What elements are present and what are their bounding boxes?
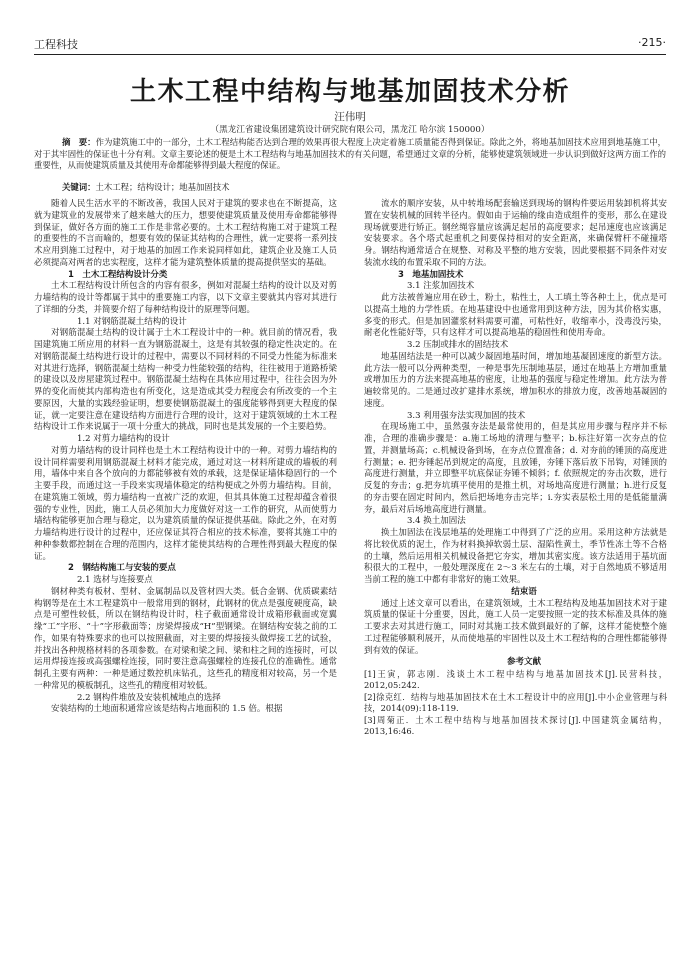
section-heading: 结束语 xyxy=(511,586,537,597)
author-name: 汪伟明 xyxy=(334,111,366,123)
page-number: ·215· xyxy=(638,36,666,49)
paragraph: 对钢筋混凝土结构的设计属于土木工程设计中的一种。就目前的情况看，我国建筑施工所应用的材料一直为钢筋混凝土，这是有其较强的稳定性决定的。在对钢筋混凝土结构进行设计的过程中，需要以不同材料的不同受力性能为标准来对其进行选择，钢筋混凝土结构一种受力性能较强的结构，往往被用于道路桥梁的建设以及房屋建筑过程中。钢筋混凝土结构在具体应用过程中，往往会因为外界的变化而使其内部构造也有所变化，这是造成其受力程度会有所改变的一个主要原因，大量的实践经验证明，想要使钢筋混凝土的强度能够得到更大程度的保证，就一定要注意在建设结构方面进行合理的设计，这对于建筑领域的土木工程结构设计工作来说属于一项十分重大的挑战，同时也是其发展的一个主要趋势。 xyxy=(34,328,337,433)
section-heading: 2 钢结构施工与安装的要点 xyxy=(68,563,176,574)
section-heading: 参考文献 xyxy=(506,657,541,668)
subsection-heading: 3.1 注浆加固技术 xyxy=(407,281,475,292)
subsection-heading: 2.2 钢构件堆放及安装机械地点的选择 xyxy=(77,692,221,703)
paper-title: 土木工程中结构与地基加固技术分析 xyxy=(129,77,570,107)
journal-name: 工程科技 xyxy=(34,38,78,51)
paragraph: 土木工程结构设计所包含的内容有很多，例如对混凝土结构的设计以及对剪力墙结构的设计等都属于其中的重要施工内容，以下文章主要就其内容对其进行了详细的分类，并简要介绍了每种结构设计的原理等问题。 xyxy=(34,281,337,315)
paragraph: 地基固结法是一种可以减少凝固地基时间，增加地基凝固速度的新型方法。此方法一般可以分两种类型，一种是事先压制地基层，通过在地基上方增加重量或增加压力的方法来提高地基的密度，让地基的强度与稳定性增加。此方法为普遍较常见的。二是通过改扩建排水系统，增加积水的排放力度，改善地基凝固的速度。 xyxy=(364,351,667,409)
keywords-label: 关键词： xyxy=(62,182,96,192)
reference-item: [2]徐克红．结构与地基加固技术在土木工程设计中的应用[J].中小企业管理与科技，2014(09):118-119. xyxy=(364,691,667,714)
subsection-heading: 3.4 换土加固法 xyxy=(407,516,466,527)
paragraph: 流水的顺序安装，从中转堆场配套输送到现场的钢构件要运用装卸机将其安置在安装机械的回转半径内。假如由于运输的缘由造成组件的变形，那么在建设现场就要进行矫正。钢丝绳容量应该满足起吊的高度要求；起吊速度也应该满足安装要求。各个塔式起重机之间要保持相对的安全距离，来确保臂杆不碰撞塔身。钢结构通常适合在规整、对称及平整的地方安装，因此要根据不同条件对安装流水线的布置采取不同的方法。 xyxy=(364,199,667,268)
keywords-text: 土木工程；结构设计；地基加固技术 xyxy=(95,182,230,192)
right-column xyxy=(364,199,667,737)
subsection-heading: 1.1 对钢筋混凝土结构的设计 xyxy=(77,316,187,327)
keywords xyxy=(62,182,666,194)
paragraph: 此方法被普遍应用在砂土，粉土，粘性土，人工填土等各种土上，优点是可以提高土地的力学性质。在地基建设中也通常用到这种方法，因为其价格实惠，多变的形式。但是加固灌浆材料需要可灌，可粘性好，收缩率小，没毒没污染，耐老化性能好等，只有这样才可以提高地基的稳固性和使用寿命。 xyxy=(364,293,667,339)
subsection-heading: 3.3 利用强夯法实现加固的技术 xyxy=(407,410,526,421)
section-heading: 1 土木工程结构设计分类 xyxy=(68,269,168,280)
paragraph: 对剪力墙结构的设计同样也是土木工程结构设计中的一种。对剪力墙结构的设计同样需要利用钢筋混凝土材料才能完成，通过对这一材料所建成的墙板的利用，墙体中来自各个放向的力都能够被有效的承载，这是保证墙体稳固行的一个主要手段，而通过这一手段来实现墙体稳定的结构便成之外剪力墙结构。目前，在建筑施工领域，剪力墙结构一直被广泛的欢迎，但其具体施工过程却蕴含着很强的专业性，因此，施工人员必须加大力度做好对这一工作的研究，从而使剪力墙结构能够更加合理与稳定，以为建筑质量的保证提供基础。除此之外，在对剪力墙结构进行设计的过程中，还应保证其符合相应的技术标准，要将其施工中的种种参数都控制在合理的范围内，这样才能使其结构的合理性得到最大程度的保证。 xyxy=(34,445,337,562)
paragraph: 安装结构的土地面积通常应该是结构占地面积的 1.5 倍。根据 xyxy=(51,704,283,715)
reference-item: [1]王寅，郭志刚．浅谈土木工程中结构与地基加固技术[J].民营科技，2012,05:242. xyxy=(364,669,667,691)
paragraph: 在现场施工中，虽然强夯法是最常使用的，但是其应用步骤与程序并不标准，合理的准确步骤是：a.施工场地的清理与整平；b.标注好第一次夯点的位置，并测量场高；c.机械设备到场，在夯点位置准备；d. 对夯前的锤顶的高度进行测量；e. 把夯锤起吊到规定的高度，且放锤，夯锤下落后放下吊钩，对锤顶的高度进行测量，并立即整平坑底保证夯锤不倾斜；f. 依照规定的夯击次数，进行反复的夯击；g.把夯坑填平使用的是推土机，对场地高度进行测量；h.进行反复的夯击要在固定时间内，然后把场地夯击完毕；i.夯实表层松土用的是低能量满夯，最后对后场地高度进行测量。 xyxy=(364,422,667,515)
author-affiliation: （黑龙江省建设集团建筑设计研究院有限公司，黑龙江 哈尔滨 150000） xyxy=(210,125,490,135)
paragraph: 钢材种类有板材、型材、金属制品以及管材四大类。低合金钢、优质碳素结构钢等是在土木工程建筑中一般常用到的钢材，此钢材的优点是强度硬度高，缺点是可塑性较低，所以在钢结构设计时，柱子截面通常设计成箱形截面或宽翼缘“工”字形、“十”字形截面等；房梁焊接成“H”型钢梁。在钢结构安装之前的工作，如果有特殊要求的也可以按照截面，对主要的焊接接头做焊接工艺的试验，并找出各种规格材料的各项参数。在对梁和梁之间、梁和柱之间的连接时，可以运用焊接连接或高强螺栓连接，同时要注意高强螺栓的连接孔位的准确性。通常制孔主要有两种：一种是通过数控机床钻孔，这些孔的精度相对较高，另一个是一种常见的模板制孔，这些孔的精度相对较低。 xyxy=(34,586,337,691)
paragraph: 换土加固法在浅层地基的处理施工中得到了广泛的应用。采用这种方法就是将比较优质的泥土，作为材料换掉软弱土层、湿陷性黄土，季节性冻土等不合格的土壤，然后运用相关机械设备把它夯实，增加其密实度。该方法适用于基坑面积很大的工程中，一般处理深度在 2～3 米左右的土壤，对于自然地质不够适用当前工程的施工中都有非常好的施工效果。 xyxy=(364,528,667,585)
subsection-heading: 2.1 选材与连接要点 xyxy=(77,575,153,585)
header-divider xyxy=(34,54,666,55)
abstract xyxy=(34,137,666,172)
left-column xyxy=(34,199,337,716)
subsection-heading: 1.2 对剪力墙结构的设计 xyxy=(77,434,170,444)
section-heading: 3 地基加固技术 xyxy=(398,269,464,280)
subsection-heading: 3.2 压制或排水的固结技术 xyxy=(407,340,509,350)
paragraph: 通过上述文章可以看出，在建筑领域，土木工程结构及地基加固技术对于建筑质量的保证十分重要，因此，施工人员一定要按照一定的技术标准及具体的施工要求去对其进行施工，同时对其施工技术做到最好的了解，这样才能使整个施工过程能够顺利展开，从而使地基的牢固性以及土木工程结构的合理性都能够得到有效的保证。 xyxy=(364,598,667,656)
paragraph: 随着人民生活水平的不断改善，我国人民对于建筑的要求也在不断提高，这就为建筑业的发展带来了越来越大的压力，想要使建筑质量及使用寿命都能够得到保证，做好各方面的施工工作是非常必要的。土木工程结构施工对于建筑工程的重要性的不言而喻的，想要有效的保证其结构的合理性，就一定要将一系列技术应用到施工过程中，对于地基的加固工作来说同样如此，建筑企业及施工人员必须提高对两者的忠实程度，这样才能为建筑整体质量的提高提供坚实的基础。 xyxy=(34,199,337,268)
abstract-label: 摘 要： xyxy=(62,137,96,147)
abstract-text: 作为建筑施工中的一部分，土木工程结构能否达到合理的效果再很大程度上决定着施工质量能否得到保证。除此之外，将地基加固技术应用到地基施工中，对于其牢固性的保证也十分有利。文章主要论述的便是土木工程结构与地基加固技术的有关问题，希望通过文章的分析，能够使建筑领域进一步认识到做好这两方面工作的重要性，从而使建筑质量及其使用寿命都能够得到最大程度的保证。 xyxy=(34,137,667,171)
reference-item: [3]周菊正．土木工程中结构与地基加固技术探讨[J].中国建筑金属结构，2013,16:46. xyxy=(364,714,667,737)
running-header xyxy=(34,36,666,52)
